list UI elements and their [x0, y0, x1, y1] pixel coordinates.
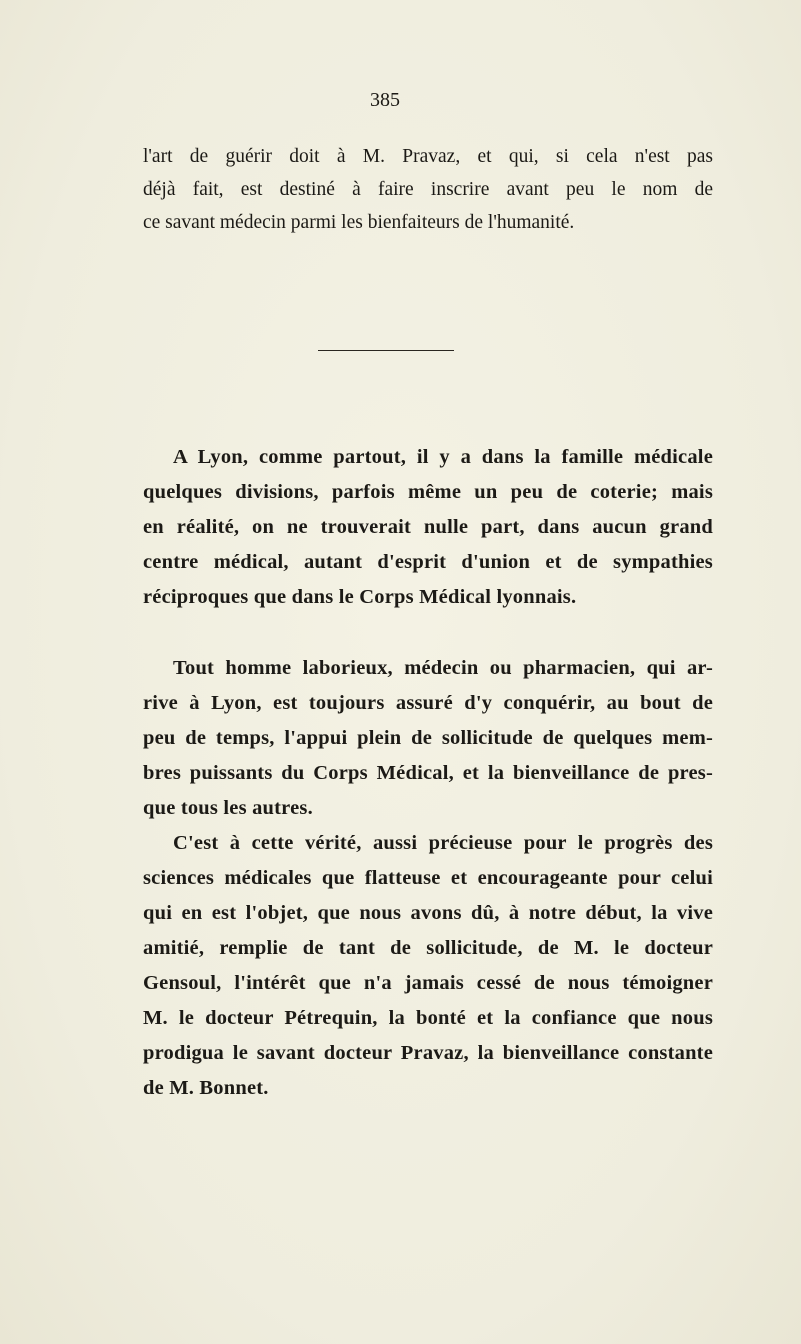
text-line: rive à Lyon, est toujours assuré d'y conquérir, au bout de — [143, 692, 713, 714]
text-line: l'art de guérir doit à M. Pravaz, et qui, si cela n'est pas — [143, 146, 713, 167]
text-line: en réalité, on ne trouverait nulle part, dans aucun grand — [143, 516, 713, 538]
text-line: peu de temps, l'appui plein de sollicitude de quelques mem- — [143, 727, 713, 749]
text-line: A Lyon, comme partout, il y a dans la famille médicale — [173, 446, 713, 468]
section-divider — [318, 350, 454, 351]
text-line: qui en est l'objet, que nous avons dû, à notre début, la vive — [143, 902, 713, 924]
text-line: Gensoul, l'intérêt que n'a jamais cessé de nous témoigner — [143, 972, 713, 994]
text-line: que tous les autres. — [143, 797, 313, 819]
text-line: centre médical, autant d'esprit d'union et de sympathies — [143, 551, 713, 573]
text-line: réciproques que dans le Corps Médical lyonnais. — [143, 586, 577, 608]
paragraph-intro — [143, 140, 713, 239]
paragraph-verite — [143, 826, 713, 1106]
text-line: M. le docteur Pétrequin, la bonté et la confiance que nous — [143, 1007, 713, 1029]
paragraph-laborieux — [143, 651, 713, 826]
paragraph-lyon — [143, 440, 713, 615]
text-line: ce savant médecin parmi les bienfaiteurs de l'humanité. — [143, 212, 575, 233]
text-line: amitié, remplie de tant de sollicitude, de M. le docteur — [143, 937, 713, 959]
text-line: prodigua le savant docteur Pravaz, la bienveillance constante — [143, 1042, 713, 1064]
text-line: bres puissants du Corps Médical, et la bienveillance de pres- — [143, 762, 713, 784]
text-line: sciences médicales que flatteuse et encourageante pour celui — [143, 867, 713, 889]
text-line: déjà fait, est destiné à faire inscrire avant peu le nom de — [143, 179, 713, 200]
text-line: quelques divisions, parfois même un peu de coterie; mais — [143, 481, 713, 503]
page-number: 385 — [370, 89, 400, 111]
text-line: de M. Bonnet. — [143, 1077, 269, 1099]
text-line: C'est à cette vérité, aussi précieuse pour le progrès des — [173, 832, 713, 854]
text-line: Tout homme laborieux, médecin ou pharmacien, qui ar- — [173, 657, 713, 679]
